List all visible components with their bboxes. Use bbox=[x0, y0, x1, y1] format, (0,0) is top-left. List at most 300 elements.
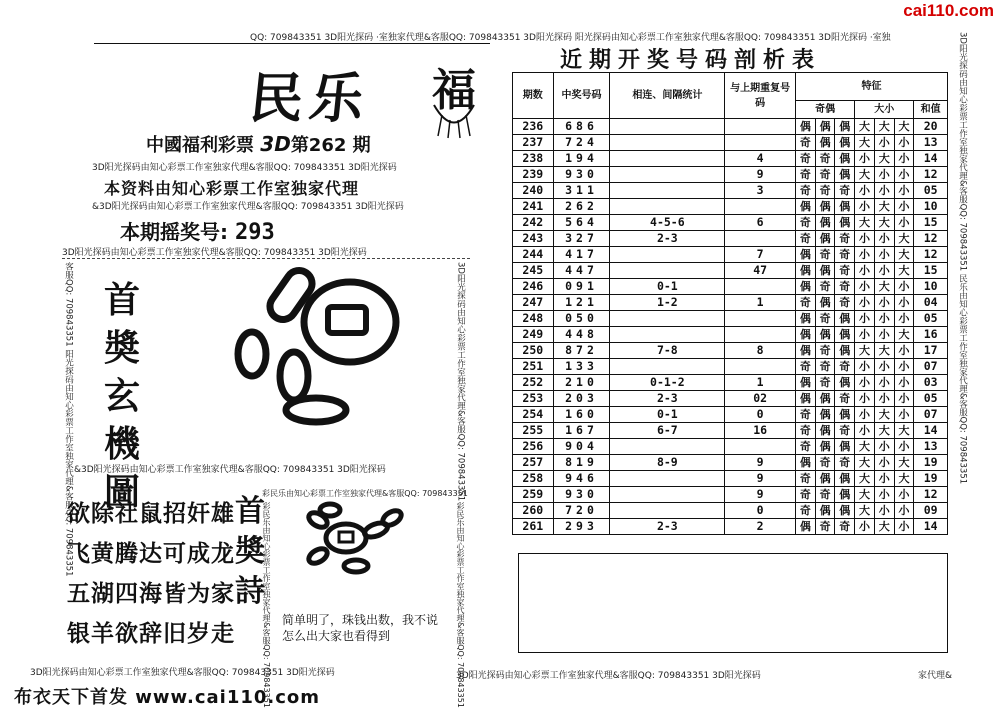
odd-even-cell: 奇 bbox=[796, 471, 816, 487]
header-period: 期数 bbox=[513, 73, 554, 119]
big-small-cell: 大 bbox=[855, 119, 875, 135]
issue-type: 3D bbox=[260, 132, 291, 156]
big-small-cell: 大 bbox=[894, 119, 914, 135]
odd-even-cell: 偶 bbox=[815, 199, 835, 215]
period-cell: 236 bbox=[513, 119, 554, 135]
odd-even-cell: 奇 bbox=[796, 135, 816, 151]
poem bbox=[67, 494, 235, 654]
odd-even-cell: 奇 bbox=[796, 503, 816, 519]
repeat-cell bbox=[725, 199, 796, 215]
odd-even-cell: 奇 bbox=[815, 247, 835, 263]
odd-even-cell: 奇 bbox=[815, 455, 835, 471]
odd-even-cell: 偶 bbox=[796, 519, 816, 535]
odd-even-cell: 奇 bbox=[815, 151, 835, 167]
odd-even-cell: 偶 bbox=[835, 119, 855, 135]
odd-even-cell: 偶 bbox=[815, 503, 835, 519]
big-small-cell: 小 bbox=[894, 503, 914, 519]
winning-number-cell: 160 bbox=[553, 407, 610, 423]
header-odd-even: 奇偶 bbox=[796, 101, 855, 119]
big-small-cell: 小 bbox=[874, 247, 894, 263]
repeat-cell bbox=[725, 327, 796, 343]
repeat-cell: 47 bbox=[725, 263, 796, 279]
odd-even-cell: 偶 bbox=[796, 119, 816, 135]
sum-cell: 14 bbox=[914, 519, 948, 535]
big-small-cell: 小 bbox=[894, 279, 914, 295]
odd-even-cell: 奇 bbox=[796, 359, 816, 375]
watermark-vertical-poem-right: 彩民乐由知心彩票工作室独家代理&客服QQ: 709843351 bbox=[456, 502, 465, 708]
table-row bbox=[513, 359, 948, 375]
odd-even-cell: 偶 bbox=[796, 455, 816, 471]
odd-even-cell: 奇 bbox=[835, 247, 855, 263]
big-small-cell: 大 bbox=[894, 263, 914, 279]
odd-even-cell: 偶 bbox=[835, 167, 855, 183]
table-row bbox=[513, 343, 948, 359]
odd-even-cell: 奇 bbox=[796, 167, 816, 183]
sum-cell: 03 bbox=[914, 375, 948, 391]
sum-cell: 05 bbox=[914, 183, 948, 199]
big-small-cell: 大 bbox=[855, 439, 875, 455]
sequence-cell: 0-1 bbox=[610, 279, 725, 295]
sum-cell: 16 bbox=[914, 327, 948, 343]
sum-cell: 19 bbox=[914, 471, 948, 487]
table-row bbox=[513, 423, 948, 439]
table-row bbox=[513, 439, 948, 455]
sequence-cell: 8-9 bbox=[610, 455, 725, 471]
period-cell: 240 bbox=[513, 183, 554, 199]
big-small-cell: 小 bbox=[855, 391, 875, 407]
odd-even-cell: 偶 bbox=[796, 263, 816, 279]
odd-even-cell: 偶 bbox=[796, 327, 816, 343]
watermark-bottom: 3D阳光探码由知心彩票工作室独家代理&客服QQ: 709843351 3D阳光探码 bbox=[30, 668, 335, 678]
site-tag: cai110.com bbox=[903, 1, 994, 20]
big-small-cell: 小 bbox=[855, 519, 875, 535]
poem-line: 欲除社鼠招奸雄 bbox=[67, 501, 235, 527]
sequence-cell bbox=[610, 359, 725, 375]
repeat-cell: 6 bbox=[725, 215, 796, 231]
header-sum: 和值 bbox=[914, 101, 948, 119]
sequence-cell bbox=[610, 439, 725, 455]
big-small-cell: 小 bbox=[894, 487, 914, 503]
sum-cell: 14 bbox=[914, 151, 948, 167]
big-small-cell: 大 bbox=[855, 135, 875, 151]
winning-number-cell: 447 bbox=[553, 263, 610, 279]
odd-even-cell: 奇 bbox=[815, 343, 835, 359]
repeat-cell: 1 bbox=[725, 375, 796, 391]
big-small-cell: 小 bbox=[894, 375, 914, 391]
sequence-cell bbox=[610, 199, 725, 215]
odd-even-cell: 偶 bbox=[796, 247, 816, 263]
sum-cell: 10 bbox=[914, 199, 948, 215]
big-small-cell: 小 bbox=[894, 151, 914, 167]
odd-even-cell: 偶 bbox=[815, 439, 835, 455]
big-small-cell: 小 bbox=[874, 263, 894, 279]
big-small-cell: 小 bbox=[874, 391, 894, 407]
header-sequence: 相连、间隔统计 bbox=[610, 73, 725, 119]
odd-even-cell: 奇 bbox=[796, 215, 816, 231]
big-small-cell: 大 bbox=[874, 119, 894, 135]
winning-number-cell: 904 bbox=[553, 439, 610, 455]
big-small-cell: 小 bbox=[894, 359, 914, 375]
odd-even-cell: 奇 bbox=[796, 231, 816, 247]
odd-even-cell: 偶 bbox=[835, 375, 855, 391]
big-small-cell: 小 bbox=[894, 519, 914, 535]
table-row bbox=[513, 455, 948, 471]
repeat-cell: 0 bbox=[725, 407, 796, 423]
sum-cell: 12 bbox=[914, 167, 948, 183]
winning-number-cell: 564 bbox=[553, 215, 610, 231]
big-small-cell: 大 bbox=[855, 503, 875, 519]
period-cell: 251 bbox=[513, 359, 554, 375]
big-small-cell: 小 bbox=[874, 455, 894, 471]
period-cell: 255 bbox=[513, 423, 554, 439]
issue-label: 第262 期 bbox=[290, 135, 371, 156]
period-cell: 257 bbox=[513, 455, 554, 471]
big-small-cell: 大 bbox=[874, 519, 894, 535]
big-small-cell: 小 bbox=[894, 407, 914, 423]
winning-number-cell: 091 bbox=[553, 279, 610, 295]
period-cell: 241 bbox=[513, 199, 554, 215]
big-small-cell: 小 bbox=[894, 439, 914, 455]
sum-cell: 12 bbox=[914, 231, 948, 247]
repeat-cell bbox=[725, 231, 796, 247]
odd-even-cell: 奇 bbox=[815, 167, 835, 183]
winning-number-cell: 448 bbox=[553, 327, 610, 343]
big-small-cell: 小 bbox=[894, 295, 914, 311]
big-small-cell: 小 bbox=[874, 135, 894, 151]
sequence-cell bbox=[610, 263, 725, 279]
odd-even-cell: 偶 bbox=[835, 151, 855, 167]
period-cell: 260 bbox=[513, 503, 554, 519]
odd-even-cell: 偶 bbox=[815, 327, 835, 343]
winning-number-cell: 262 bbox=[553, 199, 610, 215]
sequence-cell bbox=[610, 311, 725, 327]
odd-even-cell: 偶 bbox=[835, 343, 855, 359]
repeat-cell: 9 bbox=[725, 455, 796, 471]
watermark-mid3: 3D阳光探码由知心彩票工作室独家代理&客服QQ: 709843351 3D阳光探码 bbox=[62, 248, 367, 258]
odd-even-cell: 奇 bbox=[815, 279, 835, 295]
issue-prefix: 中國福利彩票 bbox=[146, 135, 254, 156]
repeat-cell bbox=[725, 135, 796, 151]
odd-even-cell: 奇 bbox=[835, 423, 855, 439]
sum-cell: 14 bbox=[914, 423, 948, 439]
watermark-poem-top: 彩民乐由知心彩票工作室独家代理&客服QQ: 709843351 bbox=[262, 489, 468, 498]
odd-even-cell: 奇 bbox=[835, 391, 855, 407]
odd-even-cell: 奇 bbox=[796, 295, 816, 311]
winning-number-cell: 724 bbox=[553, 135, 610, 151]
draw-number: 293 bbox=[234, 220, 275, 245]
big-small-cell: 小 bbox=[855, 231, 875, 247]
winning-number-cell: 311 bbox=[553, 183, 610, 199]
odd-even-cell: 偶 bbox=[796, 375, 816, 391]
odd-even-cell: 奇 bbox=[796, 423, 816, 439]
period-cell: 250 bbox=[513, 343, 554, 359]
winning-number-cell: 720 bbox=[553, 503, 610, 519]
odd-even-cell: 偶 bbox=[835, 311, 855, 327]
shici-char: 詩 bbox=[235, 574, 265, 609]
big-small-cell: 大 bbox=[874, 199, 894, 215]
table-row bbox=[513, 119, 948, 135]
note-line: 简单明了，珠钱出数，我不说 bbox=[282, 613, 439, 627]
table-row bbox=[513, 295, 948, 311]
repeat-cell: 9 bbox=[725, 471, 796, 487]
repeat-cell: 16 bbox=[725, 423, 796, 439]
sequence-cell bbox=[610, 327, 725, 343]
big-small-cell: 大 bbox=[874, 151, 894, 167]
sequence-cell: 2-3 bbox=[610, 519, 725, 535]
odd-even-cell: 偶 bbox=[815, 263, 835, 279]
period-cell: 256 bbox=[513, 439, 554, 455]
sum-cell: 09 bbox=[914, 503, 948, 519]
big-small-cell: 大 bbox=[874, 343, 894, 359]
sequence-cell: 1-2 bbox=[610, 295, 725, 311]
big-small-cell: 小 bbox=[874, 439, 894, 455]
big-small-cell: 小 bbox=[855, 375, 875, 391]
winning-number-cell: 327 bbox=[553, 231, 610, 247]
watermark-vertical-poem: 彩民乐由知心彩票工作室独家代理&客服QQ: 709843351 bbox=[262, 502, 271, 708]
winning-number-cell: 194 bbox=[553, 151, 610, 167]
winning-number-cell: 686 bbox=[553, 119, 610, 135]
sequence-cell bbox=[610, 503, 725, 519]
odd-even-cell: 奇 bbox=[796, 183, 816, 199]
period-cell: 254 bbox=[513, 407, 554, 423]
winning-number-cell: 121 bbox=[553, 295, 610, 311]
big-small-cell: 小 bbox=[874, 183, 894, 199]
big-small-cell: 小 bbox=[855, 263, 875, 279]
big-small-cell: 小 bbox=[855, 407, 875, 423]
table-row bbox=[513, 231, 948, 247]
sum-cell: 15 bbox=[914, 263, 948, 279]
odd-even-cell: 偶 bbox=[835, 439, 855, 455]
xuanji-char: 奬 bbox=[103, 327, 140, 369]
header-repeat: 与上期重复号码 bbox=[725, 73, 796, 119]
odd-even-cell: 偶 bbox=[796, 199, 816, 215]
empty-box bbox=[518, 553, 948, 653]
sum-cell: 05 bbox=[914, 391, 948, 407]
big-small-cell: 大 bbox=[855, 167, 875, 183]
header-feature: 特征 bbox=[796, 73, 948, 101]
coin-puzzle-drawing bbox=[230, 262, 420, 442]
odd-even-cell: 奇 bbox=[796, 407, 816, 423]
big-small-cell: 大 bbox=[894, 455, 914, 471]
sequence-cell bbox=[610, 247, 725, 263]
shici-char: 首 bbox=[235, 494, 265, 529]
period-cell: 259 bbox=[513, 487, 554, 503]
odd-even-cell: 偶 bbox=[835, 471, 855, 487]
sequence-cell bbox=[610, 471, 725, 487]
sum-cell: 13 bbox=[914, 135, 948, 151]
repeat-cell: 0 bbox=[725, 503, 796, 519]
odd-even-cell: 偶 bbox=[815, 407, 835, 423]
brand-title: 民乐 bbox=[246, 66, 373, 130]
table-row bbox=[513, 263, 948, 279]
period-cell: 239 bbox=[513, 167, 554, 183]
odd-even-cell: 奇 bbox=[835, 455, 855, 471]
table-row bbox=[513, 215, 948, 231]
sum-cell: 12 bbox=[914, 487, 948, 503]
big-small-cell: 小 bbox=[874, 471, 894, 487]
sequence-cell bbox=[610, 151, 725, 167]
sum-cell: 07 bbox=[914, 359, 948, 375]
big-small-cell: 小 bbox=[855, 279, 875, 295]
repeat-cell bbox=[725, 119, 796, 135]
footer-site: 布衣天下首发 www.cai110.com bbox=[14, 687, 321, 708]
sequence-cell bbox=[610, 167, 725, 183]
period-cell: 246 bbox=[513, 279, 554, 295]
big-small-cell: 小 bbox=[874, 167, 894, 183]
big-small-cell: 小 bbox=[855, 295, 875, 311]
odd-even-cell: 偶 bbox=[835, 215, 855, 231]
big-small-cell: 大 bbox=[855, 343, 875, 359]
sequence-cell: 4-5-6 bbox=[610, 215, 725, 231]
repeat-cell: 1 bbox=[725, 295, 796, 311]
table-row bbox=[513, 519, 948, 535]
draw-label: 本期摇奖号: bbox=[120, 220, 228, 244]
table-row bbox=[513, 199, 948, 215]
odd-even-cell: 偶 bbox=[815, 215, 835, 231]
watermark-vertical-right: 3D阳光探码由知心彩票工作室独家代理&客服QQ: 709843351 民乐由知心彩票工作室独家代理&客服QQ: 709843351 bbox=[957, 32, 968, 485]
big-small-cell: 小 bbox=[894, 215, 914, 231]
big-small-cell: 大 bbox=[894, 471, 914, 487]
table-row bbox=[513, 151, 948, 167]
odd-even-cell: 奇 bbox=[796, 487, 816, 503]
repeat-cell: 4 bbox=[725, 151, 796, 167]
odd-even-cell: 奇 bbox=[835, 359, 855, 375]
big-small-cell: 大 bbox=[874, 215, 894, 231]
odd-even-cell: 偶 bbox=[835, 199, 855, 215]
repeat-cell bbox=[725, 311, 796, 327]
odd-even-cell: 偶 bbox=[835, 327, 855, 343]
period-cell: 261 bbox=[513, 519, 554, 535]
sequence-cell: 6-7 bbox=[610, 423, 725, 439]
period-cell: 248 bbox=[513, 311, 554, 327]
watermark-bottom-right: 家代理& bbox=[918, 671, 953, 681]
note bbox=[282, 612, 438, 644]
sum-cell: 20 bbox=[914, 119, 948, 135]
sum-cell: 17 bbox=[914, 343, 948, 359]
odd-even-cell: 奇 bbox=[815, 311, 835, 327]
winning-number-cell: 050 bbox=[553, 311, 610, 327]
period-cell: 249 bbox=[513, 327, 554, 343]
table-row bbox=[513, 311, 948, 327]
sum-cell: 07 bbox=[914, 407, 948, 423]
sum-cell: 15 bbox=[914, 215, 948, 231]
winning-number-cell: 872 bbox=[553, 343, 610, 359]
table-row bbox=[513, 279, 948, 295]
header-big-small: 大小 bbox=[855, 101, 914, 119]
agent-line: 本资料由知心彩票工作室独家代理 bbox=[104, 179, 360, 198]
big-small-cell: 小 bbox=[855, 359, 875, 375]
xuanji-title bbox=[98, 276, 146, 516]
winning-number-cell: 819 bbox=[553, 455, 610, 471]
big-small-cell: 小 bbox=[874, 375, 894, 391]
sum-cell: 04 bbox=[914, 295, 948, 311]
big-small-cell: 小 bbox=[874, 295, 894, 311]
sequence-cell: 7-8 bbox=[610, 343, 725, 359]
big-small-cell: 大 bbox=[855, 487, 875, 503]
sum-cell: 12 bbox=[914, 247, 948, 263]
period-cell: 238 bbox=[513, 151, 554, 167]
winning-number-cell: 133 bbox=[553, 359, 610, 375]
winning-number-cell: 203 bbox=[553, 391, 610, 407]
winning-number-cell: 930 bbox=[553, 487, 610, 503]
odd-even-cell: 偶 bbox=[835, 487, 855, 503]
repeat-cell: 9 bbox=[725, 167, 796, 183]
big-small-cell: 小 bbox=[874, 359, 894, 375]
period-cell: 244 bbox=[513, 247, 554, 263]
watermark-bottom-right-table: 3D阳光探码由知心彩票工作室独家代理&客服QQ: 709843351 3D阳光探码 bbox=[456, 671, 761, 681]
sequence-cell bbox=[610, 135, 725, 151]
big-small-cell: 小 bbox=[855, 183, 875, 199]
sum-cell: 13 bbox=[914, 439, 948, 455]
winning-number-cell: 930 bbox=[553, 167, 610, 183]
big-small-cell: 大 bbox=[874, 423, 894, 439]
big-small-cell: 小 bbox=[855, 247, 875, 263]
odd-even-cell: 奇 bbox=[815, 359, 835, 375]
winning-number-cell: 293 bbox=[553, 519, 610, 535]
big-small-cell: 大 bbox=[874, 407, 894, 423]
draw-number-line bbox=[120, 216, 275, 245]
xuanji-char: 玄 bbox=[103, 375, 140, 417]
watermark-vertical-left: 客服QQ: 709843351 阳光探码由知心彩票工作室独家代理&客服QQ: 709843351 bbox=[63, 262, 74, 577]
issue-line bbox=[146, 131, 371, 157]
odd-even-cell: 偶 bbox=[815, 471, 835, 487]
period-cell: 252 bbox=[513, 375, 554, 391]
poem-line: 五湖四海皆为家 bbox=[67, 581, 235, 607]
table-row bbox=[513, 407, 948, 423]
big-small-cell: 小 bbox=[894, 311, 914, 327]
big-small-cell: 小 bbox=[874, 231, 894, 247]
odd-even-cell: 偶 bbox=[815, 391, 835, 407]
big-small-cell: 小 bbox=[874, 311, 894, 327]
odd-even-cell: 偶 bbox=[796, 311, 816, 327]
note-line: 怎么出大家也看得到 bbox=[282, 629, 391, 643]
odd-even-cell: 偶 bbox=[835, 407, 855, 423]
big-small-cell: 大 bbox=[894, 247, 914, 263]
odd-even-cell: 偶 bbox=[835, 135, 855, 151]
big-small-cell: 大 bbox=[894, 423, 914, 439]
odd-even-cell: 偶 bbox=[815, 231, 835, 247]
analysis-table bbox=[512, 72, 948, 535]
big-small-cell: 大 bbox=[894, 327, 914, 343]
odd-even-cell: 奇 bbox=[835, 231, 855, 247]
big-small-cell: 小 bbox=[894, 135, 914, 151]
table-row bbox=[513, 167, 948, 183]
watermark-mid1: 3D阳光探码由知心彩票工作室独家代理&客服QQ: 709843351 3D阳光探码 bbox=[92, 163, 397, 173]
header-winning: 中奖号码 bbox=[553, 73, 610, 119]
fu-emblem: 福 bbox=[432, 65, 476, 116]
odd-even-cell: 偶 bbox=[815, 119, 835, 135]
watermark-vertical-mid: 3D阳光探码由知心彩票工作室独家代理&客服QQ: 709843351 bbox=[455, 262, 466, 502]
big-small-cell: 小 bbox=[874, 487, 894, 503]
big-small-cell: 小 bbox=[894, 183, 914, 199]
big-small-cell: 小 bbox=[855, 423, 875, 439]
shici-char: 奬 bbox=[235, 534, 265, 569]
big-small-cell: 大 bbox=[874, 279, 894, 295]
xuanji-char: 機 bbox=[103, 423, 140, 465]
odd-even-cell: 奇 bbox=[815, 487, 835, 503]
big-small-cell: 小 bbox=[855, 199, 875, 215]
winning-number-cell: 417 bbox=[553, 247, 610, 263]
period-cell: 243 bbox=[513, 231, 554, 247]
big-small-cell: 大 bbox=[855, 471, 875, 487]
odd-even-cell: 奇 bbox=[835, 263, 855, 279]
odd-even-cell: 偶 bbox=[796, 343, 816, 359]
odd-even-cell: 奇 bbox=[835, 295, 855, 311]
sequence-cell: 0-1-2 bbox=[610, 375, 725, 391]
odd-even-cell: 偶 bbox=[815, 295, 835, 311]
odd-even-cell: 奇 bbox=[835, 279, 855, 295]
winning-number-cell: 946 bbox=[553, 471, 610, 487]
